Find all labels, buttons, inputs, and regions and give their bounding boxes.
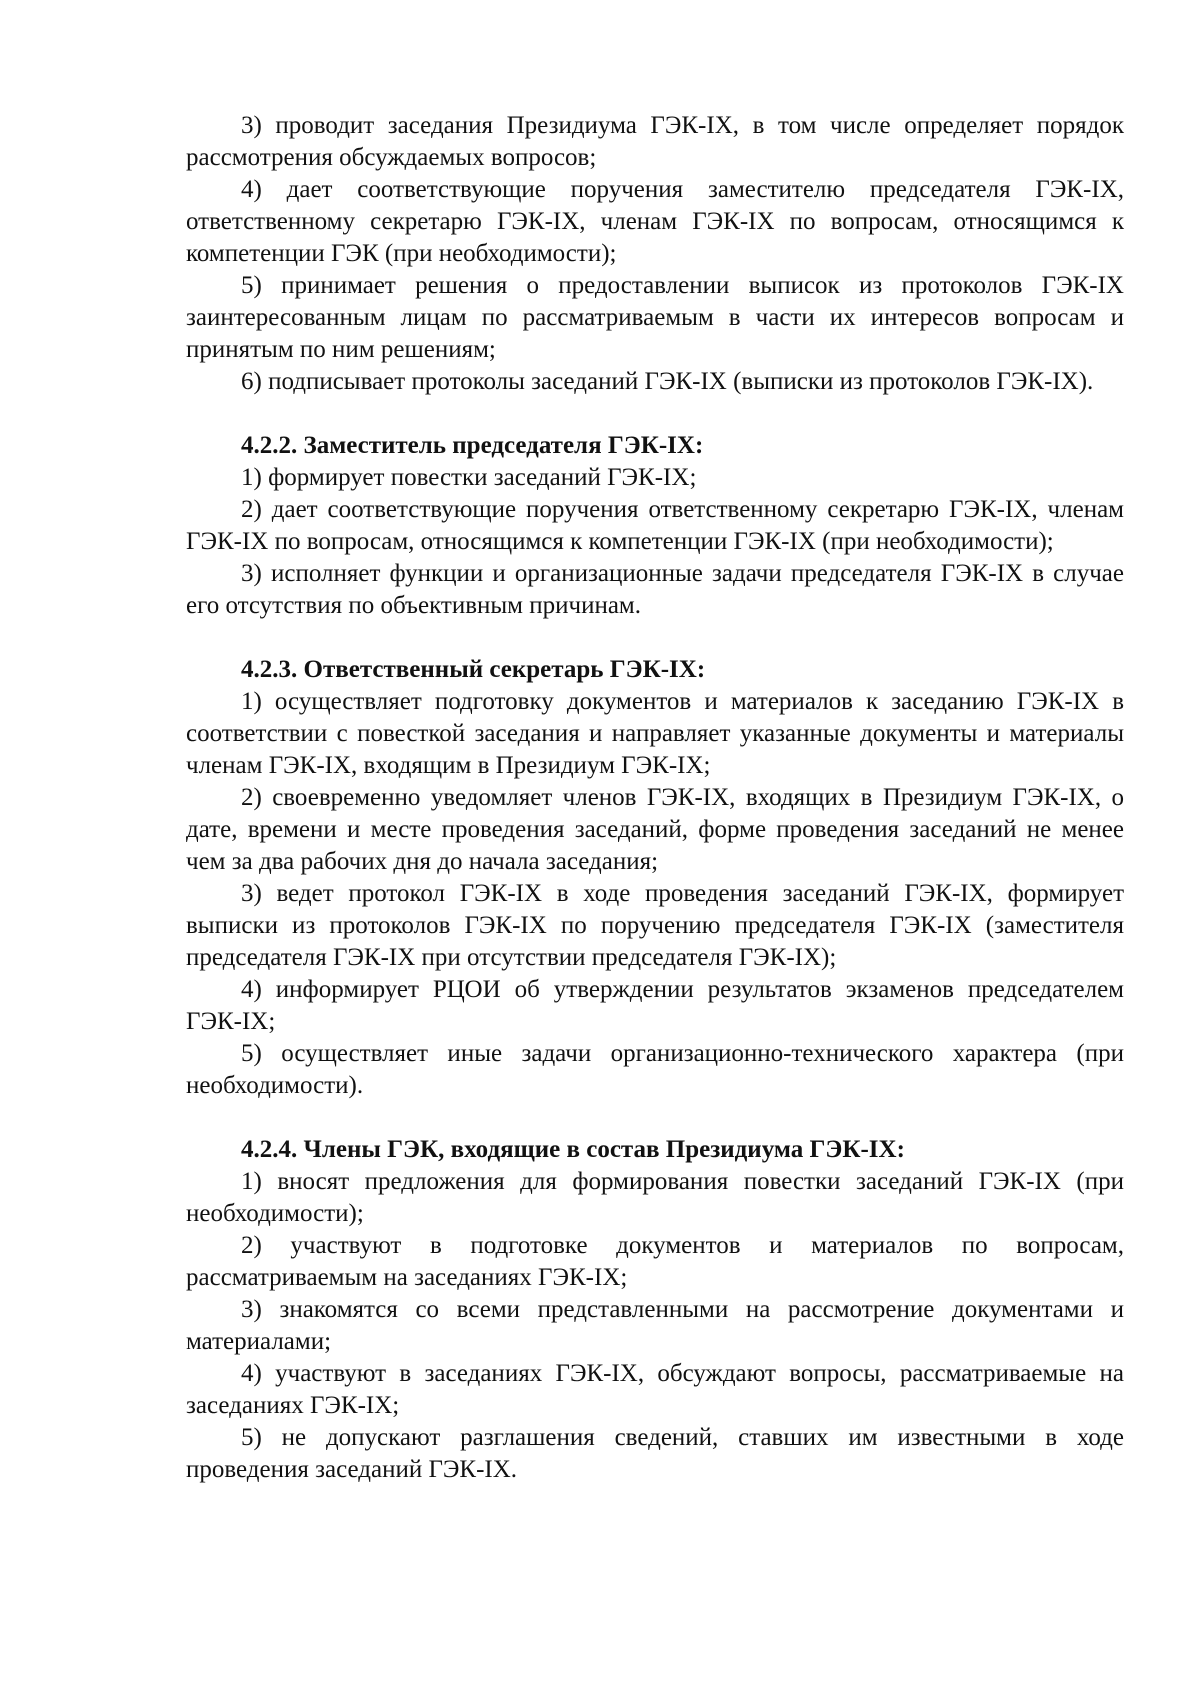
paragraph-item: 1) вносят предложения для формирования повестки заседаний ГЭК-IX (при необходимости); — [186, 1168, 1124, 1227]
paragraph-item: 4) информирует РЦОИ об утверждении результатов экзаменов председателем ГЭК-IX; — [186, 976, 1124, 1035]
paragraph-item: 6) подписывает протоколы заседаний ГЭК-IX (выписки из протоколов ГЭК-IX). — [241, 368, 1094, 395]
paragraph-item: 2) участвуют в подготовке документов и материалов по вопросам, рассматриваемым на заседаниях ГЭК-IX; — [186, 1232, 1124, 1291]
paragraph-item: 3) знакомятся со всеми представленными на рассмотрение документами и материалами; — [186, 1296, 1124, 1355]
paragraph-item: 4) участвуют в заседаниях ГЭК-IX, обсуждают вопросы, рассматриваемые на заседаниях ГЭК-IX; — [186, 1360, 1124, 1419]
section-heading: 4.2.4. Члены ГЭК, входящие в состав Президиума ГЭК-IX: — [241, 1136, 905, 1163]
section-secretary — [186, 654, 1124, 1102]
paragraph-item: 5) принимает решения о предоставлении выписок из протоколов ГЭК-IX заинтересованным лицам по рассматриваемым в части их интересов вопросам и принятым по ним решениям; — [186, 272, 1124, 363]
section-heading: 4.2.2. Заместитель председателя ГЭК-IX: — [241, 432, 704, 459]
intro-block — [186, 110, 1124, 398]
section-deputy-chairman — [186, 430, 1124, 622]
paragraph-item: 3) исполняет функции и организационные задачи председателя ГЭК-IX в случае его отсутствия по объективным причинам. — [186, 560, 1124, 619]
paragraph-item: 1) осуществляет подготовку документов и материалов к заседанию ГЭК-IX в соответствии с повесткой заседания и направляет указанные документы и материалы членам ГЭК-IX, входящим в Президиум ГЭК-IX; — [186, 688, 1124, 779]
paragraph-item: 3) проводит заседания Президиума ГЭК-IX, в том числе определяет порядок рассмотрения обсуждаемых вопросов; — [186, 112, 1124, 171]
paragraph-item: 4) дает соответствующие поручения заместителю председателя ГЭК-IX, ответственному секретарю ГЭК-IX, членам ГЭК-IX по вопросам, относящимся к компетенции ГЭК (при необходимости); — [186, 176, 1124, 267]
paragraph-item: 1) формирует повестки заседаний ГЭК-IX; — [241, 464, 697, 491]
section-presidium-members — [186, 1134, 1124, 1486]
section-heading: 4.2.3. Ответственный секретарь ГЭК-IX: — [241, 656, 706, 683]
paragraph-item: 5) не допускают разглашения сведений, ставших им известными в ходе проведения заседаний ГЭК-IX. — [186, 1424, 1124, 1483]
paragraph-item: 5) осуществляет иные задачи организационно-технического характера (при необходимости). — [186, 1040, 1124, 1099]
paragraph-item: 3) ведет протокол ГЭК-IX в ходе проведения заседаний ГЭК-IX, формирует выписки из протоколов ГЭК-IX по поручению председателя ГЭК-IX (заместителя председателя ГЭК-IX при отсутствии председателя ГЭК-IX); — [186, 880, 1124, 971]
document-page — [186, 110, 1124, 1486]
paragraph-item: 2) дает соответствующие поручения ответственному секретарю ГЭК-IX, членам ГЭК-IX по вопросам, относящимся к компетенции ГЭК-IX (при необходимости); — [186, 496, 1124, 555]
paragraph-item: 2) своевременно уведомляет членов ГЭК-IX, входящих в Президиум ГЭК-IX, о дате, времени и месте проведения заседаний, форме проведения заседаний не менее чем за два рабочих дня до начала заседания; — [186, 784, 1124, 875]
